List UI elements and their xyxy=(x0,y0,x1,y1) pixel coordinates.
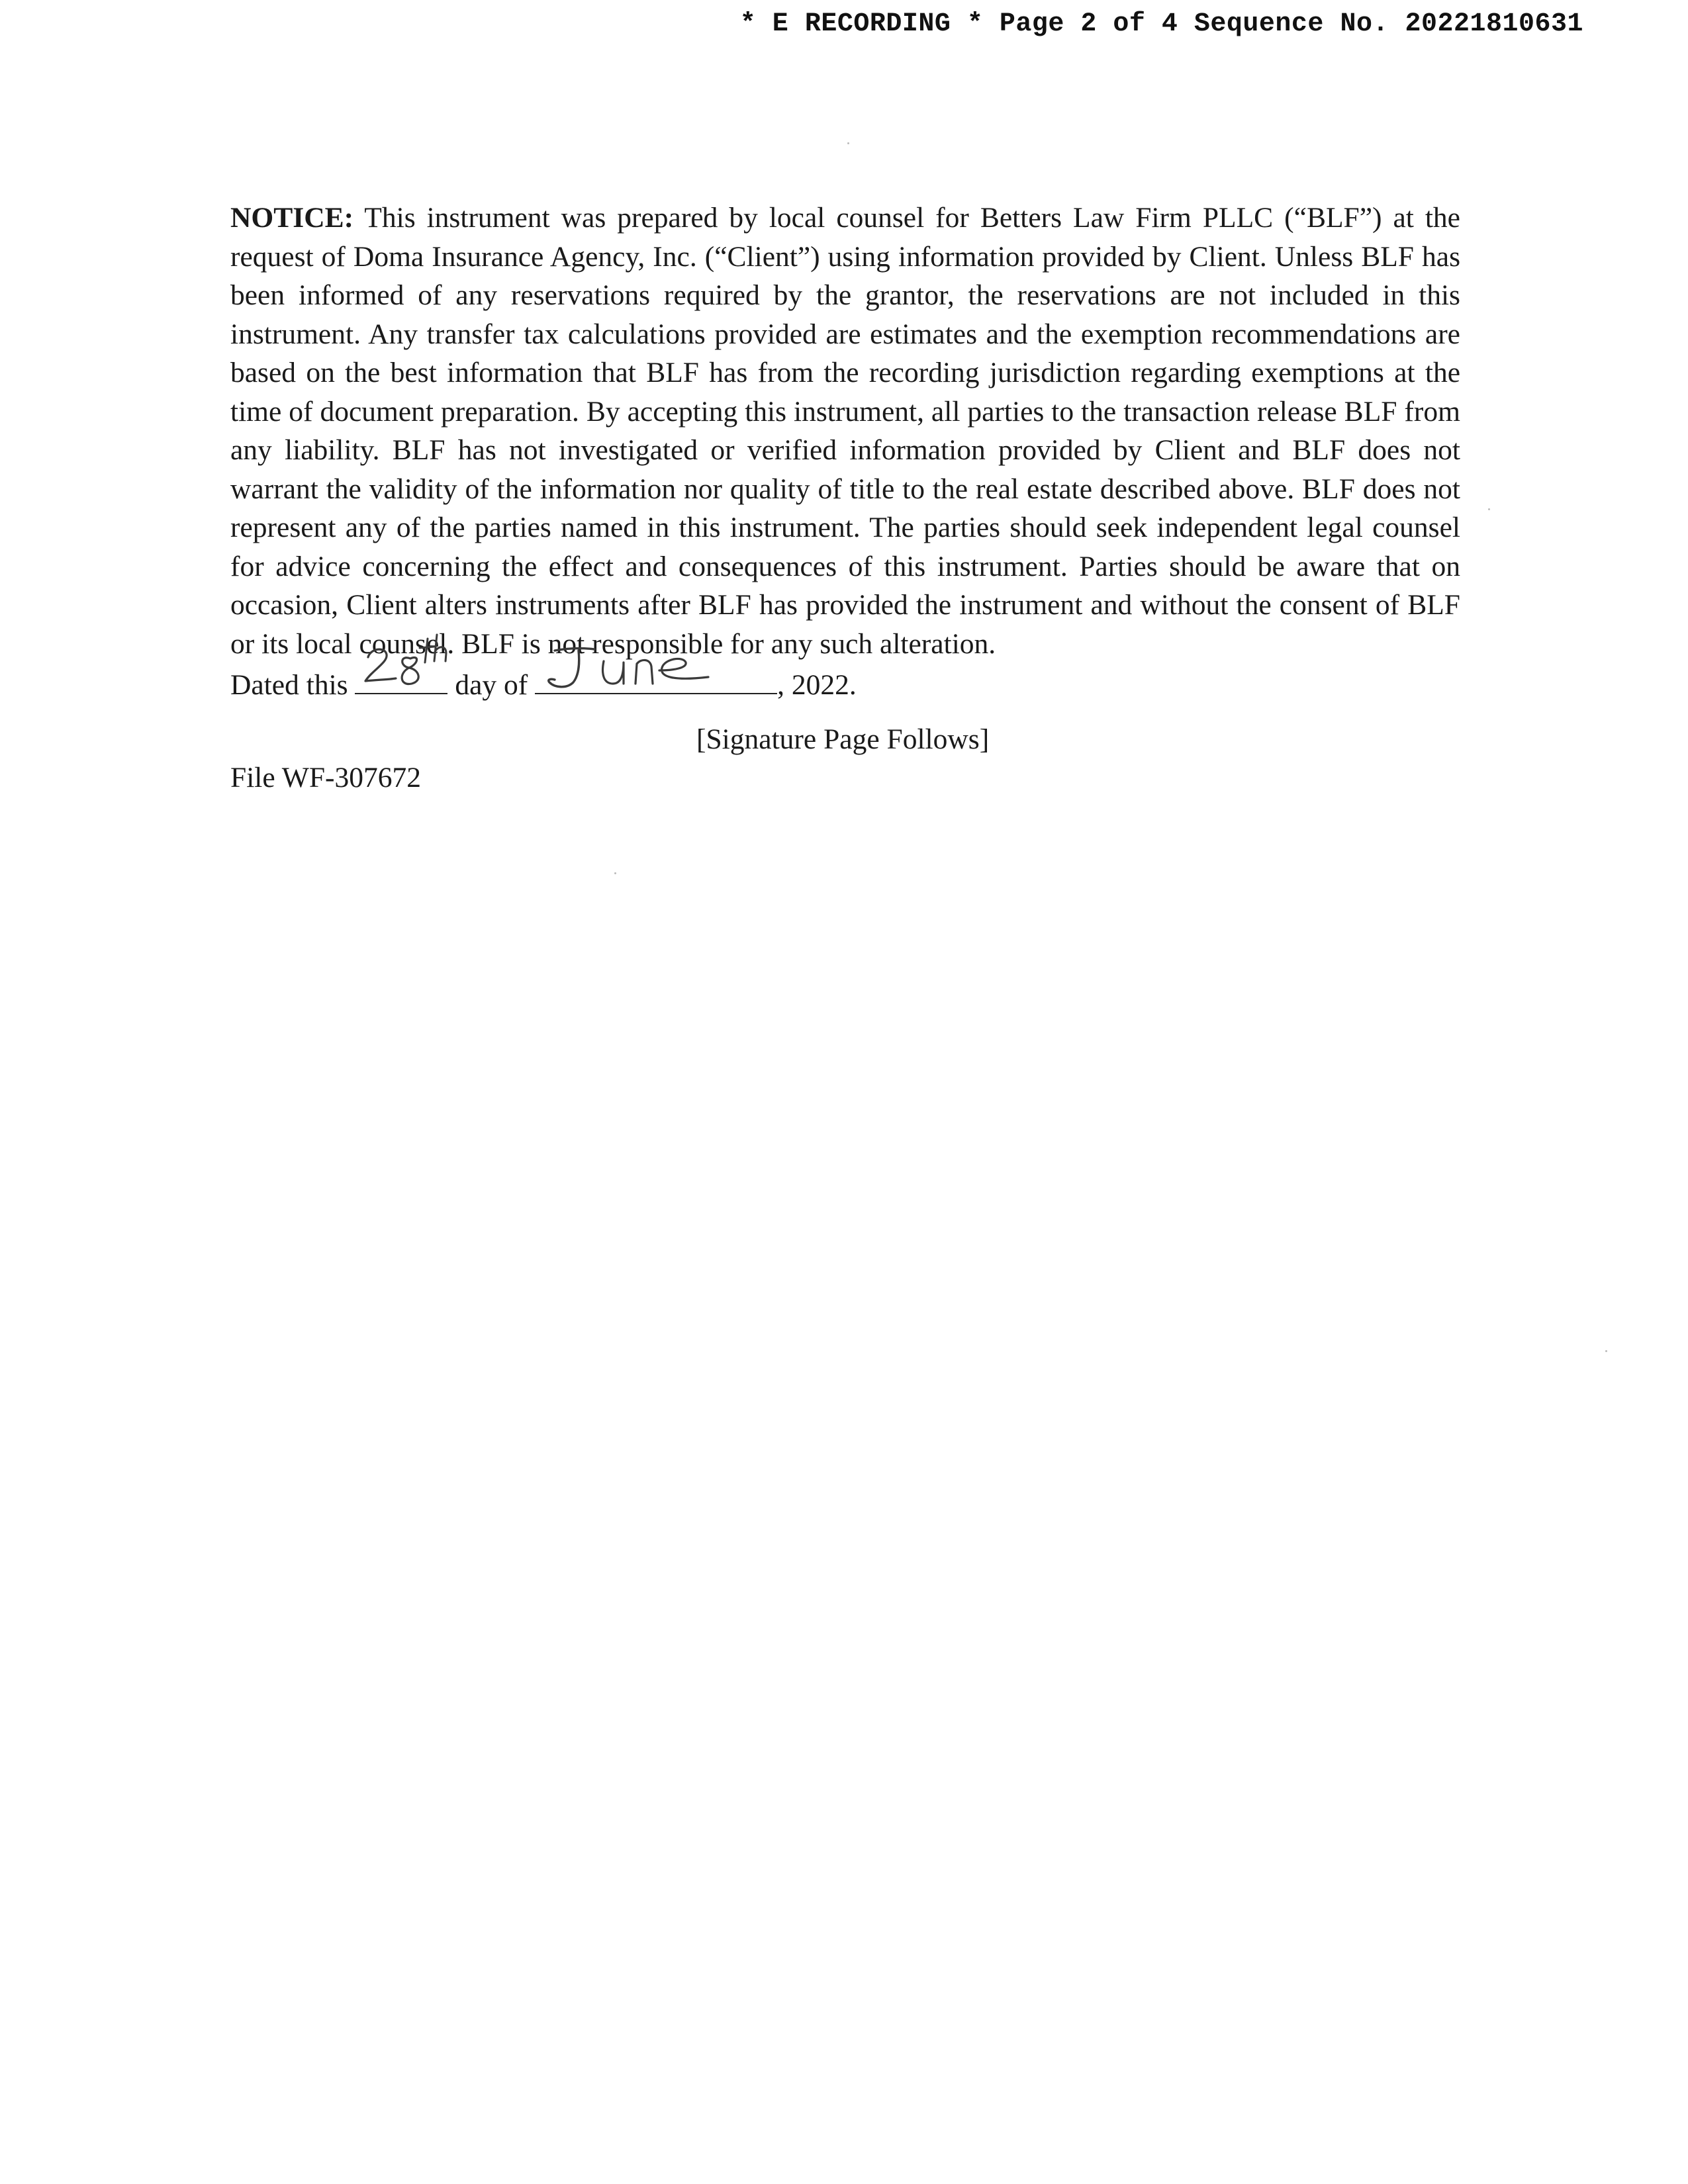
handwritten-day xyxy=(359,632,451,705)
file-number: File WF-307672 xyxy=(230,762,421,794)
recording-stamp: * E RECORDING * Page 2 of 4 Sequence No. 20221810631 xyxy=(739,9,1583,39)
scan-speck xyxy=(614,872,616,874)
signature-page-note: [Signature Page Follows] xyxy=(696,723,990,755)
scan-speck xyxy=(1605,1350,1607,1352)
dated-suffix: , 2022. xyxy=(777,669,857,701)
month-blank xyxy=(535,665,777,694)
notice-label: NOTICE: xyxy=(230,202,354,234)
notice-section xyxy=(230,199,1460,663)
dated-prefix: Dated this xyxy=(230,669,348,701)
scan-speck xyxy=(847,142,849,144)
handwritten-month xyxy=(535,641,777,701)
dated-line xyxy=(230,665,857,702)
scan-speck xyxy=(1488,508,1490,510)
day-blank xyxy=(355,665,447,694)
dated-middle: day of xyxy=(455,669,528,701)
notice-text: This instrument was prepared by local counsel for Betters Law Firm PLLC (“BLF”) at the request of Doma Insurance Agency, Inc. (“Client”) using information provided by Client. Unless BLF has been informed of any reservations required by the grantor, the reservations are not included in this instrument. Any transfer tax calculations provided are estimates and the exemption recommendations are based on the best information that BLF has from the recording jurisdiction regarding exemptions at the time of document preparation. By accepting this instrument, all parties to the transaction release BLF from any liability. BLF has not investigated or verified information provided by Client and BLF does not warrant the validity of the information nor quality of title to the real estate described above. BLF does not represent any of the parties named in this instrument. The parties should seek independent legal counsel for advice concerning the effect and consequences of this instrument. Parties should be aware that on occasion, Client alters instruments after BLF has provided the instrument and without the consent of BLF or its local counsel. BLF is not responsible for any such alteration. xyxy=(230,202,1460,660)
notice-paragraph xyxy=(230,199,1460,663)
